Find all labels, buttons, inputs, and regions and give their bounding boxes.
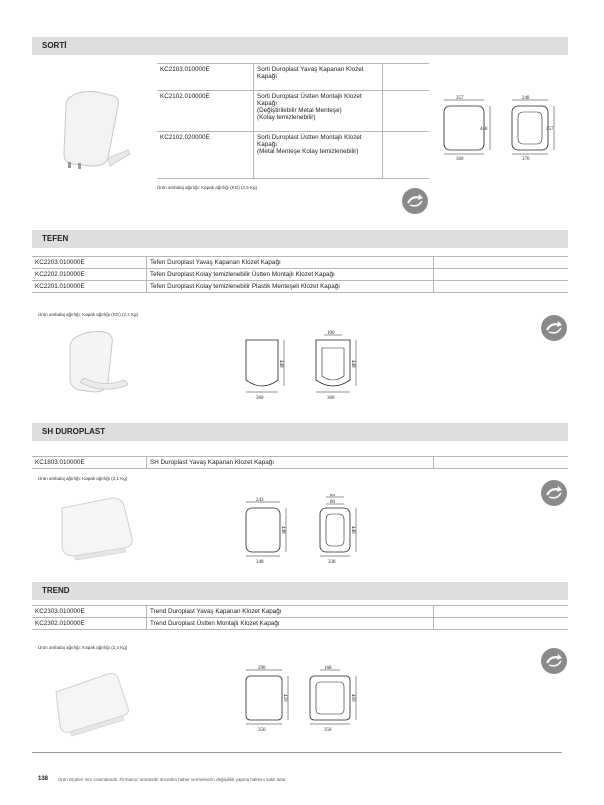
- product-code: KC2303.010000E: [32, 606, 147, 618]
- weight-note-tefen: Ürün ambalaj ağırlığı: Kapak ağırlığı (KG) (2,4 Kg): [38, 312, 139, 317]
- rotate-badge-icon: [541, 480, 567, 506]
- table-row: [32, 257, 568, 269]
- table-row: [157, 91, 429, 132]
- table-row: [32, 457, 568, 469]
- toilet-seat-image-tefen: [60, 330, 140, 402]
- empty-cell: [434, 457, 569, 469]
- product-code: KC2103.010000E: [157, 64, 254, 91]
- product-code: KC2302.010000E: [32, 618, 147, 630]
- footer-disclaimer: Ürün ölçüleri mm cinsindendir. Firmamız ürünlerde önceden haber vermeksizin değişiklik yapma hakkını saklı tutar.: [58, 777, 287, 782]
- product-code: KC1803.010000E: [32, 457, 147, 469]
- section-title-sh-duroplast: SH DUROPLAST: [32, 423, 568, 441]
- product-code: KC2203.010000E: [32, 257, 147, 269]
- page-number: 138: [38, 776, 49, 782]
- product-table-trend: [32, 605, 568, 630]
- svg-text:360: 360: [327, 396, 335, 401]
- svg-text:338: 338: [328, 560, 336, 565]
- weight-note-sorti: Ürün ambalaj ağırlığı: Kapak ağırlığı (KG) (2,5 Kg): [157, 185, 258, 190]
- product-table-sh: [32, 456, 568, 469]
- empty-cell: [434, 606, 569, 618]
- svg-text:448: 448: [280, 526, 285, 534]
- empty-cell: [383, 91, 430, 132]
- table-row: [157, 64, 429, 91]
- empty-cell: [434, 618, 569, 630]
- toilet-seat-image-sorti: [52, 88, 142, 178]
- weight-note-trend: Ürün ambalaj ağırlığı: Kapak ağırlığı (2,4 Kg): [38, 645, 128, 650]
- svg-text:370: 370: [522, 157, 530, 162]
- product-description: Sorti Duroplast Üstten Montajlı Klozet Kapağı (Değiştirilebilir Metal Menteşe) (Kolay temizlenebilir): [254, 91, 383, 132]
- product-code: KC2102.010000E: [157, 91, 254, 132]
- product-description: Tefen Duroplast Yavaş Kapanan Klozet Kapağı: [147, 257, 434, 269]
- technical-drawing-tefen: [238, 330, 368, 402]
- empty-cell: [383, 132, 430, 179]
- table-row: [32, 618, 568, 630]
- weight-note-sh: Ürün ambalaj ağırlığı: Kapak ağırlığı (2,1 Kg): [38, 476, 128, 481]
- section-title-trend: TREND: [32, 582, 568, 600]
- product-description: Tefen Duroplast Kolay temizlenebilir Üstten Montajlı Klozet Kapağı: [147, 269, 434, 281]
- svg-text:348: 348: [256, 560, 264, 565]
- product-description: SH Duroplast Yavaş Kapanan Klozet Kapağı: [147, 457, 434, 469]
- empty-cell: [383, 64, 430, 91]
- svg-text:100: 100: [327, 331, 335, 336]
- product-table-tefen: [32, 256, 568, 293]
- product-description: Tefen Duroplast Kolay temizlenebilir Plastik Menteşeli Klozet Kapağı: [147, 281, 434, 293]
- svg-text:457: 457: [546, 127, 554, 132]
- rotate-badge-icon: [541, 648, 567, 674]
- svg-text:360: 360: [256, 396, 264, 401]
- product-description: Sorti Duroplast Yavaş Kapanan Klozet Kapağı: [254, 64, 383, 91]
- technical-drawing-sh: [238, 494, 368, 566]
- svg-text:356: 356: [258, 728, 266, 733]
- empty-cell: [434, 257, 569, 269]
- svg-text:356: 356: [324, 728, 332, 733]
- product-table-sorti: [157, 63, 429, 179]
- svg-text:248: 248: [522, 96, 530, 101]
- product-description: Trend Duroplast Üstten Montajlı Klozet Kapağı: [147, 618, 434, 630]
- product-description: Sorti Duroplast Üstten Montajlı Klozet Kapağı (Metal Menteşe Kolay temizlenebilir): [254, 132, 383, 179]
- product-description: Trend Duroplast Yavaş Kapanan Klozet Kapağı: [147, 606, 434, 618]
- technical-drawing-trend: [238, 662, 368, 734]
- toilet-seat-image-trend: [48, 668, 138, 738]
- section-title-tefen: TEFEN: [32, 230, 568, 248]
- svg-text:360: 360: [456, 157, 464, 162]
- section-title-sorti: SORTİ: [32, 37, 568, 55]
- empty-cell: [434, 281, 569, 293]
- footer-divider: [32, 752, 562, 753]
- svg-text:400: 400: [350, 694, 355, 702]
- svg-text:168: 168: [324, 666, 332, 671]
- product-code: KC2102.020000E: [157, 132, 254, 179]
- rotate-badge-icon: [402, 188, 428, 214]
- table-row: [32, 269, 568, 281]
- svg-text:448: 448: [480, 127, 488, 132]
- rotate-badge-icon: [541, 315, 567, 341]
- table-row: [32, 281, 568, 293]
- svg-text:243: 243: [256, 498, 264, 503]
- technical-drawing-sorti: [432, 92, 562, 162]
- svg-text:290: 290: [258, 666, 266, 671]
- svg-text:446: 446: [350, 526, 355, 534]
- product-code: KC2202.010000E: [32, 269, 147, 281]
- table-row: [32, 606, 568, 618]
- svg-text:357: 357: [456, 96, 464, 101]
- svg-text:80: 80: [330, 500, 335, 505]
- empty-cell: [434, 269, 569, 281]
- product-code: KC2201.010000E: [32, 281, 147, 293]
- toilet-seat-image-sh: [52, 494, 142, 564]
- svg-text:448: 448: [278, 360, 283, 368]
- svg-text:448: 448: [350, 360, 355, 368]
- svg-text:80: 80: [330, 494, 335, 498]
- table-row: [157, 132, 429, 179]
- svg-text:420: 420: [282, 694, 287, 702]
